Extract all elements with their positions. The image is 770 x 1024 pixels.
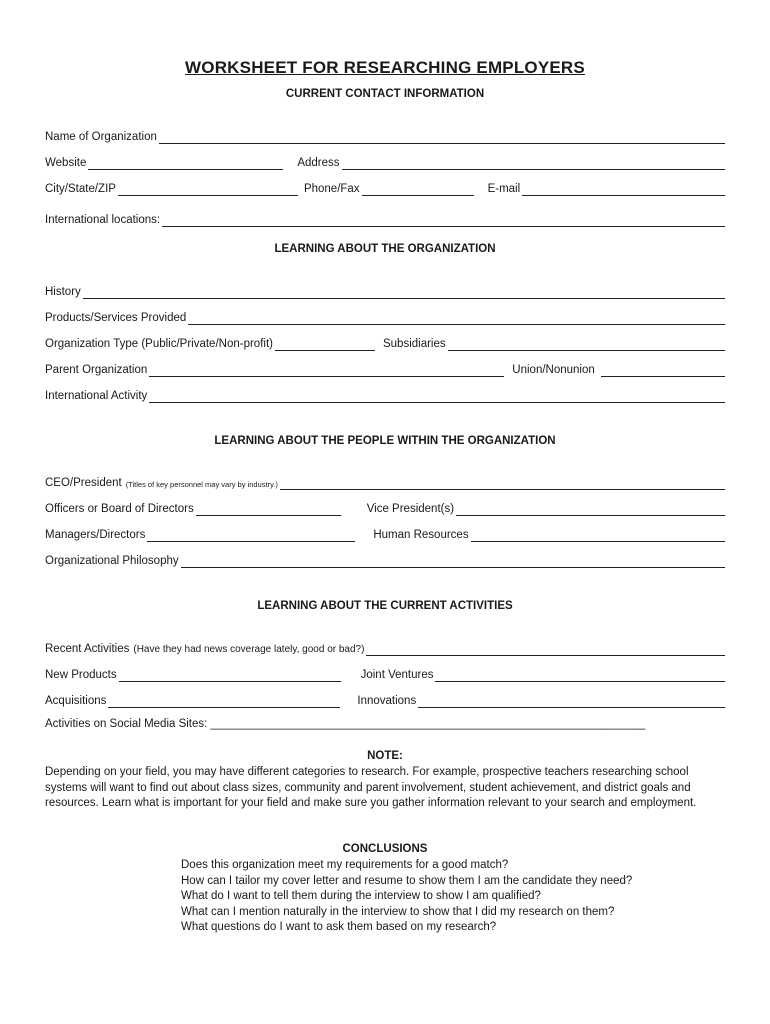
vice-presidents-label: Vice President(s)	[366, 503, 455, 515]
row-organizational-philosophy	[45, 552, 725, 568]
website-field[interactable]	[88, 157, 283, 170]
conclusion-question: What questions do I want to ask them based on my research?	[181, 921, 497, 933]
new-products-field[interactable]	[119, 669, 341, 682]
recent-activities-note: (Have they had news coverage lately, good or bad?)	[133, 644, 365, 655]
row-acquisitions-innovations	[45, 692, 725, 708]
recent-activities-label: Recent Activities	[45, 643, 130, 655]
section-heading-contact: CURRENT CONTACT INFORMATION	[285, 88, 485, 100]
vice-presidents-field[interactable]	[456, 503, 725, 516]
section-heading-organization: LEARNING ABOUT THE ORGANIZATION	[274, 243, 496, 255]
note-body: Depending on your field, you may have different categories to research. For example, prospective teachers researching school systems will want to find out about class sizes, community and parent involvement, student achievement, and district goals and resources. Learn what is important for your field and make sure you gather information relevant to your search and employment.	[45, 766, 697, 809]
international-locations-field[interactable]	[162, 214, 725, 227]
parent-organization-label: Parent Organization	[45, 364, 148, 376]
acquisitions-field[interactable]	[108, 695, 340, 708]
ceo-president-label: CEO/President	[45, 477, 122, 489]
row-officers-vp	[45, 500, 725, 516]
organization-type-field[interactable]	[275, 338, 375, 351]
address-label: Address	[297, 157, 340, 169]
row-products-services	[45, 309, 725, 325]
conclusion-question: What can I mention naturally in the interview to show that I did my research on them?	[181, 905, 615, 918]
ceo-president-note: (Titles of key personnel may vary by industry.)	[125, 480, 278, 489]
email-label: E-mail	[487, 183, 521, 195]
products-services-label: Products/Services Provided	[45, 312, 187, 324]
row-international-activity	[45, 387, 725, 403]
social-media-activities-field[interactable]: Activities on Social Media Sites: ____________________________________________________________________	[45, 718, 646, 730]
acquisitions-label: Acquisitions	[45, 695, 107, 707]
website-label: Website	[45, 157, 87, 169]
products-services-field[interactable]	[188, 312, 725, 325]
organization-name-field[interactable]	[159, 131, 725, 144]
new-products-label: New Products	[45, 669, 117, 681]
subsidiaries-field[interactable]	[448, 338, 725, 351]
joint-ventures-field[interactable]	[435, 669, 725, 682]
ceo-president-field[interactable]	[280, 477, 725, 490]
row-organization-type	[45, 335, 725, 351]
phone-fax-label: Phone/Fax	[303, 183, 360, 195]
row-recent-activities	[45, 640, 725, 656]
row-international-locations	[45, 211, 725, 227]
conclusions-list	[181, 858, 741, 936]
row-products-ventures	[45, 666, 725, 682]
city-state-zip-label: City/State/ZIP	[45, 183, 116, 195]
managers-directors-field[interactable]	[147, 529, 355, 542]
officers-board-label: Officers or Board of Directors	[45, 503, 194, 515]
note-title: NOTE:	[367, 750, 403, 762]
organization-type-label: Organization Type (Public/Private/Non-profit)	[45, 338, 273, 350]
conclusion-question: How can I tailor my cover letter and resume to show them I am the candidate they need?	[181, 874, 633, 887]
phone-fax-field[interactable]	[362, 183, 474, 196]
international-activity-field[interactable]	[149, 390, 725, 403]
joint-ventures-label: Joint Ventures	[360, 669, 434, 681]
section-heading-people: LEARNING ABOUT THE PEOPLE WITHIN THE ORGANIZATION	[214, 435, 556, 447]
union-nonunion-field[interactable]	[601, 364, 725, 377]
history-label: History	[45, 286, 81, 298]
international-activity-label: International Activity	[45, 390, 148, 402]
email-field[interactable]	[522, 183, 725, 196]
organizational-philosophy-label: Organizational Philosophy	[45, 555, 179, 567]
row-parent-organization	[45, 361, 725, 377]
row-managers-hr	[45, 526, 725, 542]
section-heading-activities: LEARNING ABOUT THE CURRENT ACTIVITIES	[257, 600, 513, 612]
officers-board-field[interactable]	[196, 503, 341, 516]
recent-activities-field[interactable]	[366, 643, 725, 656]
organizational-philosophy-field[interactable]	[181, 555, 725, 568]
organization-name-label: Name of Organization	[45, 131, 157, 143]
row-city-phone-email	[45, 180, 725, 196]
human-resources-label: Human Resources	[373, 529, 469, 541]
conclusions-title: CONCLUSIONS	[342, 843, 428, 855]
row-organization-name	[45, 128, 725, 144]
row-ceo-president	[45, 474, 725, 490]
international-locations-label: International locations:	[45, 214, 161, 226]
union-nonunion-label: Union/Nonunion	[512, 364, 595, 376]
row-website-address	[45, 154, 725, 170]
parent-organization-field[interactable]	[149, 364, 504, 377]
conclusion-question: What do I want to tell them during the interview to show I am qualified?	[181, 890, 541, 902]
human-resources-field[interactable]	[471, 529, 725, 542]
city-state-zip-field[interactable]	[118, 183, 298, 196]
innovations-label: Innovations	[357, 695, 417, 707]
row-history	[45, 283, 725, 299]
managers-directors-label: Managers/Directors	[45, 529, 146, 541]
address-field[interactable]	[342, 157, 725, 170]
worksheet-title: WORKSHEET FOR RESEARCHING EMPLOYERS	[185, 58, 585, 77]
innovations-field[interactable]	[418, 695, 725, 708]
history-field[interactable]	[83, 286, 725, 299]
subsidiaries-label: Subsidiaries	[382, 338, 446, 350]
conclusion-question: Does this organization meet my requirements for a good match?	[181, 859, 509, 871]
